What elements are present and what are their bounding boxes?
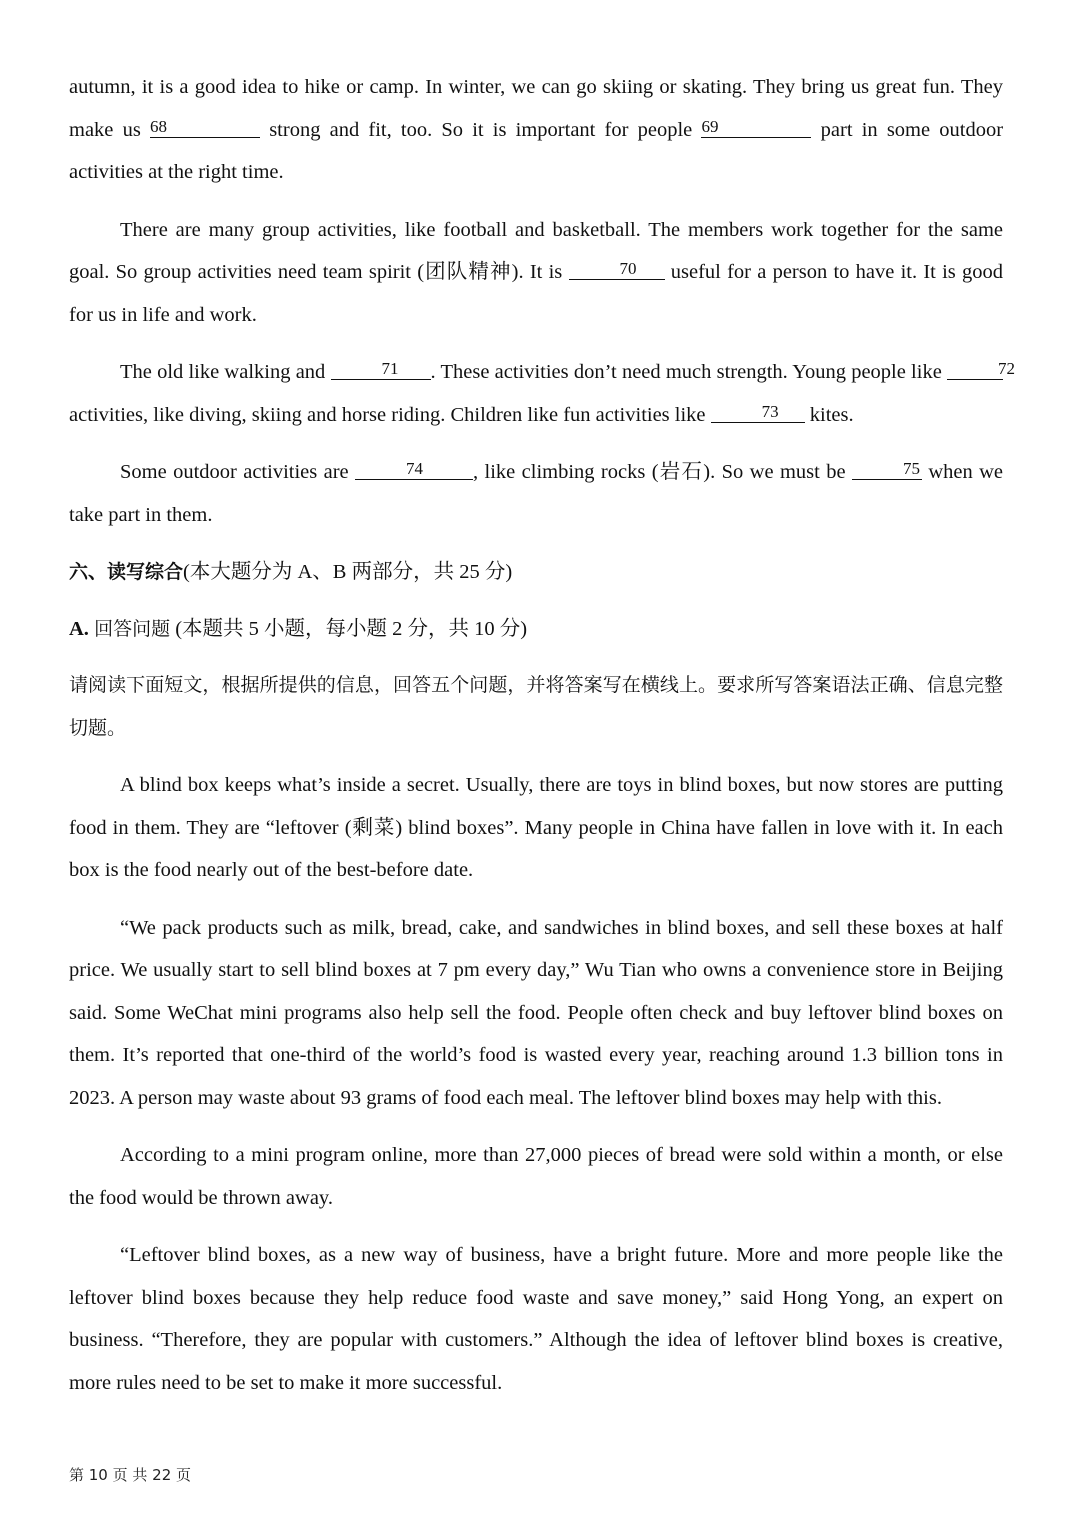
text-run: Some outdoor activities are	[120, 461, 349, 483]
text-run: when we take part in them.	[69, 461, 1004, 526]
text-run: . These activities don’t need much strength. Young people like	[430, 361, 942, 383]
blank-74: 74	[355, 459, 473, 480]
blank-72: 72	[947, 359, 1003, 380]
text-run: activities, like diving, skiing and horse riding. Children like fun activities like	[69, 403, 706, 426]
text-run: The old like walking and	[120, 361, 326, 383]
text-run: There are many group activities, like football and basketball. The members work together for the same goal. So group activities need team spirit (团队精神). It is	[69, 218, 1003, 283]
text-run: kites.	[809, 403, 854, 426]
cloze-paragraph-3	[69, 351, 1016, 436]
text-run: autumn, it is a good idea to hike or camp. In winter, we can go skiing or skating. They bring us great fun. They make us	[69, 76, 1003, 141]
article-paragraph-3: According to a mini program online, more than 27,000 pieces of bread were sold within a month, or else the food would be thrown away.	[69, 1144, 1003, 1209]
article-paragraph-4: “Leftover blind boxes, as a new way of business, have a bright future. More and more people like the leftover blind boxes because they help reduce food waste and save money,” said Hong Yong, an expert on business. “Therefore, they are popular with customers.” Although the idea of leftover blind boxes is creative, more rules need to be set to make it more successful.	[69, 1244, 1003, 1394]
section-6-heading	[69, 551, 1003, 594]
section-6-note: (本大题分为 A、B 两部分，共 25 分)	[183, 561, 513, 583]
blank-68: 68	[150, 117, 260, 138]
text-run: strong and fit, too. So it is important for people	[269, 118, 693, 141]
part-a-label: A.	[69, 617, 89, 640]
cloze-paragraph-1	[69, 66, 1003, 194]
text-run: useful for a person to have it. It is good for us in life and work.	[69, 261, 1004, 326]
instruction-text: 请阅读下面短文，根据所提供的信息，回答五个问题，并将答案写在横线上。要求所写答案语法正确、信息完整切题。	[69, 674, 1003, 739]
text-run: part in some outdoor activities at the right time.	[69, 118, 1004, 183]
text-run: , like climbing rocks (岩石). So we must be	[473, 461, 846, 483]
article-paragraph-1: A blind box keeps what’s inside a secret. Usually, there are toys in blind boxes, but now stores are putting food in them. They are “leftover (剩菜) blind boxes”. Many people in China have fallen in love with it. In each box is the food nearly out of the best-before date.	[69, 774, 1003, 881]
article-paragraph-2: “We pack products such as milk, bread, cake, and sandwiches in blind boxes, and sell these boxes at half price. We usually start to sell blind boxes at 7 pm every day,” Wu Tian who owns a convenience store in Beijing said. Some WeChat mini programs also help sell the food. People often check and buy leftover blind boxes on them. It’s reported that one-third of the world’s food is wasted every year, reaching around 1.3 billion tons in 2023. A person may waste about 93 grams of food each meal. The leftover blind boxes may help with this.	[69, 916, 1003, 1109]
section-6-title: 六、读写综合	[69, 561, 184, 583]
part-a-title: 回答问题	[94, 617, 171, 640]
page-number-footer: 第 10 页 共 22 页	[69, 1466, 192, 1484]
blank-71: 71	[331, 359, 431, 380]
cloze-paragraph-4	[69, 451, 1003, 536]
blank-75: 75	[852, 459, 922, 480]
part-a-heading	[69, 608, 1003, 651]
page-content	[69, 66, 1016, 1419]
cloze-paragraph-2	[69, 209, 1003, 337]
blank-70: 70	[569, 259, 665, 280]
part-a-note: (本题共 5 小题，每小题 2 分，共 10 分)	[175, 617, 528, 640]
blank-69: 69	[701, 117, 811, 138]
blank-73: 73	[711, 402, 805, 423]
